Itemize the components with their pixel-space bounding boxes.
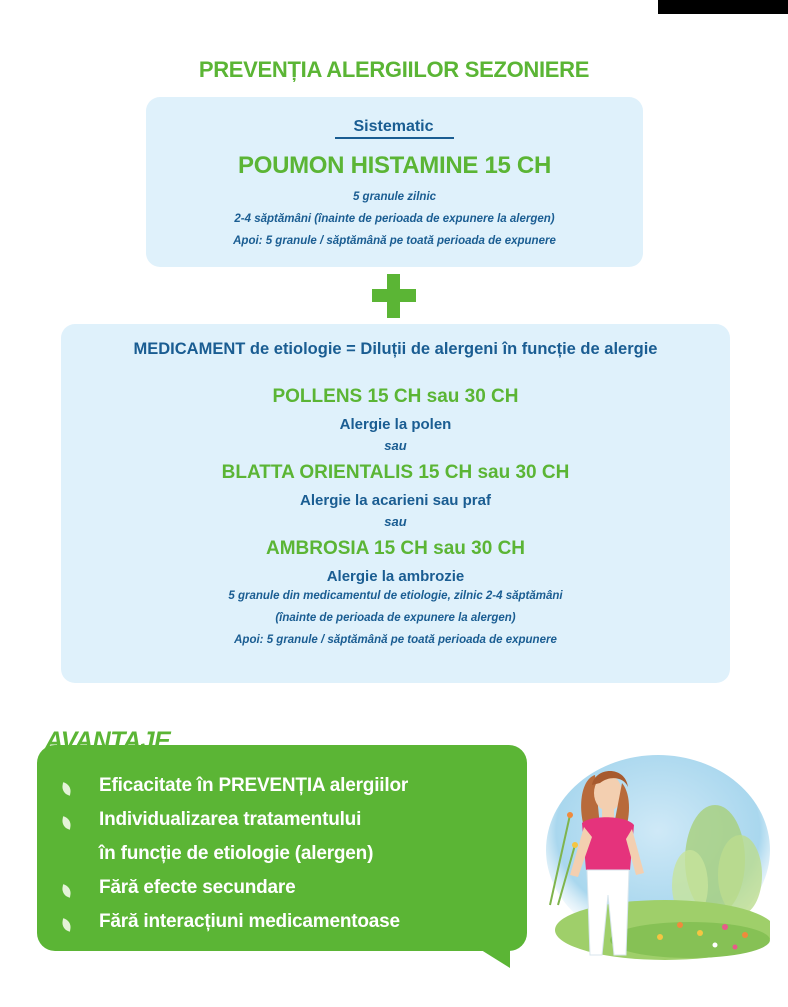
- systematic-line-2: 2-4 săptămâni (înainte de perioada de expunere la alergen): [234, 213, 555, 225]
- systematic-panel: [146, 97, 643, 267]
- separator-sau-2: sau: [384, 514, 407, 529]
- plus-icon: [372, 274, 416, 318]
- systematic-label: Sistematic: [335, 118, 453, 139]
- page-title: PREVENȚIA ALERGIILOR SEZONIERE: [198, 57, 590, 82]
- etiology-heading: MEDICAMENT de etiologie = Diluții de alergeni în funcție de alergie: [133, 340, 658, 358]
- etiology-dosage-2: (înainte de perioada de expunere la alergen): [275, 612, 516, 624]
- separator-sau-1: sau: [384, 438, 407, 453]
- leaf-bullet-icon: [61, 884, 72, 897]
- etiology-remedy-2: BLATTA ORIENTALIS 15 CH sau 30 CH: [221, 462, 570, 483]
- systematic-line-3: Apoi: 5 granule / săptămână pe toată perioada de expunere: [233, 235, 556, 247]
- systematic-line-1: 5 granule zilnic: [352, 191, 437, 203]
- speech-bubble-tail: [478, 948, 510, 968]
- etiology-allergy-1: Alergie la polen: [339, 416, 452, 433]
- advantages-panel: Eficacitate în PREVENȚIA alergiilor Individualizarea tratamentului în funcție de etiologie (alergen) Fără efecte secundare Fără interacțiuni medicamentoase: [37, 745, 527, 951]
- etiology-allergy-3: Alergie la ambrozie: [326, 568, 465, 585]
- leaf-bullet-icon: [61, 782, 72, 795]
- etiology-dosage-3: Apoi: 5 granule / săptămână pe toată perioada de expunere: [234, 634, 557, 646]
- etiology-remedy-3: AMBROSIA 15 CH sau 30 CH: [265, 538, 526, 559]
- leaf-bullet-icon: [61, 816, 72, 829]
- systematic-remedy: POUMON HISTAMINE 15 CH: [238, 152, 551, 179]
- advantages-title: AVANTAJE: [45, 727, 171, 755]
- woman-in-meadow-illustration: [540, 755, 770, 960]
- top-edge-bar: [658, 0, 788, 14]
- etiology-dosage-1: 5 granule din medicamentul de etiologie, zilnic 2-4 săptămâni: [228, 590, 563, 602]
- etiology-remedy-1: POLLENS 15 CH sau 30 CH: [272, 386, 519, 407]
- etiology-panel: [61, 324, 730, 683]
- etiology-allergy-2: Alergie la acarieni sau praf: [300, 492, 491, 509]
- leaf-bullet-icon: [61, 918, 72, 931]
